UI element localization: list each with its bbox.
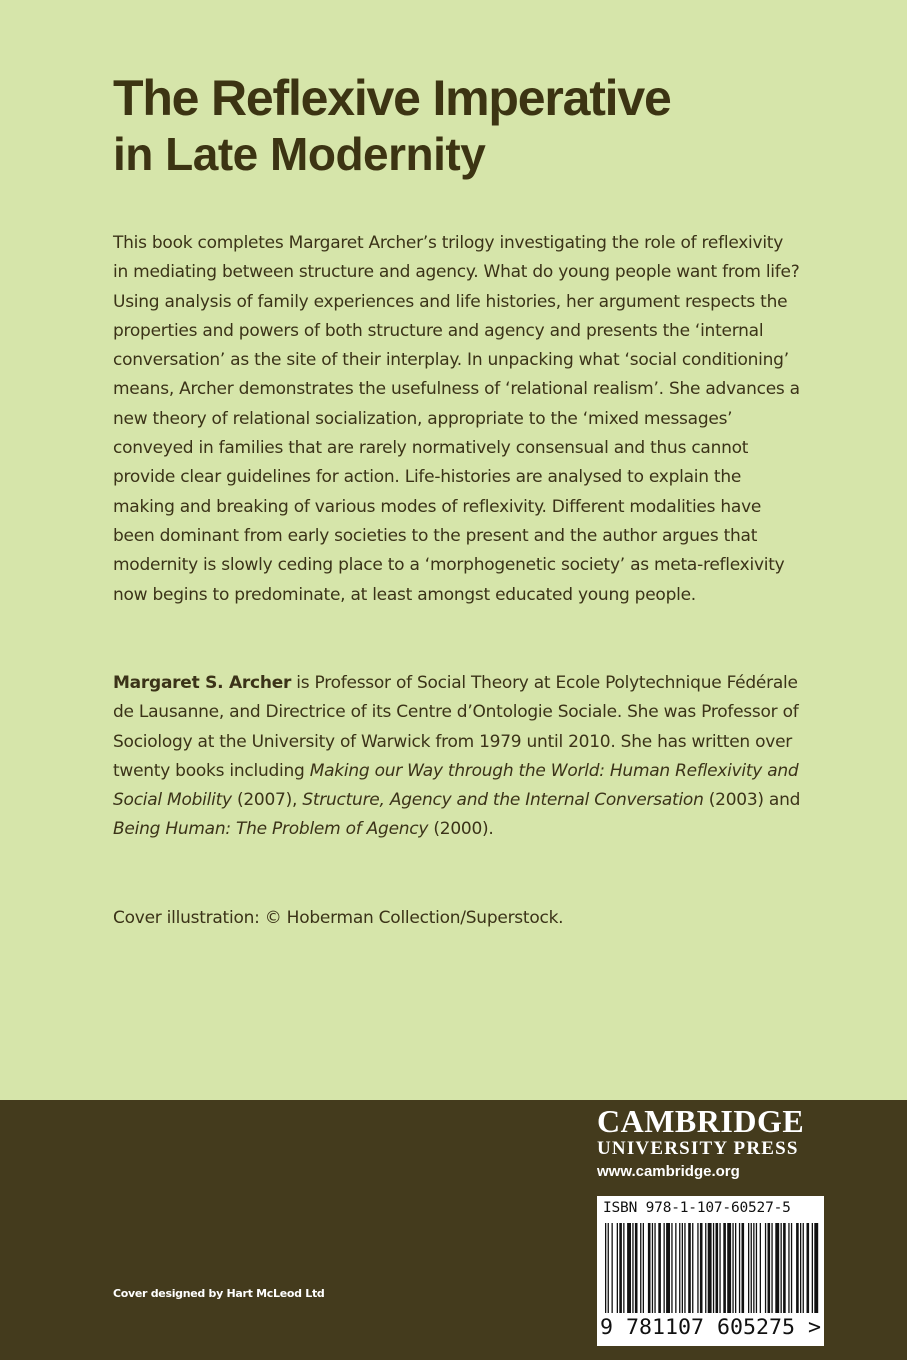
author-bio xyxy=(113,669,803,845)
barcode-bar xyxy=(705,1223,706,1313)
barcode-bar xyxy=(723,1223,726,1313)
barcode-bar xyxy=(732,1223,733,1313)
barcode-bar xyxy=(664,1223,665,1313)
barcode-bar xyxy=(708,1223,712,1313)
barcode-bar xyxy=(814,1223,818,1313)
barcode-bar xyxy=(697,1223,698,1313)
barcode-panel xyxy=(597,1196,824,1346)
barcode-bar xyxy=(756,1223,757,1313)
barcode-bar xyxy=(623,1223,624,1313)
barcode-bar xyxy=(671,1223,672,1313)
book-title-3: Being Human: The Problem of Agency xyxy=(113,819,429,840)
barcode-bar xyxy=(768,1223,771,1313)
barcode-bar xyxy=(765,1223,766,1313)
barcode-bar xyxy=(648,1223,651,1313)
book-description xyxy=(113,229,803,610)
barcode-bar xyxy=(617,1223,618,1313)
barcode-bar xyxy=(719,1223,720,1313)
barcode-bar xyxy=(781,1223,782,1313)
barcode-digits: 9 781107 605275 > xyxy=(600,1315,821,1339)
footer-band xyxy=(0,1100,907,1360)
barcode-bar xyxy=(735,1223,736,1313)
author-name: Margaret S. Archer xyxy=(113,673,292,693)
barcode-bar xyxy=(612,1223,613,1313)
barcode-bar xyxy=(791,1223,792,1313)
barcode-bar xyxy=(679,1223,680,1313)
publisher-url: www.cambridge.org xyxy=(597,1163,740,1180)
barcode-bar xyxy=(800,1223,801,1313)
barcode-bar xyxy=(788,1223,789,1313)
barcode-bar xyxy=(807,1223,810,1313)
barcode-bar xyxy=(608,1223,609,1313)
barcode-bar xyxy=(640,1223,641,1313)
barcode-bar xyxy=(643,1223,644,1313)
barcode-bar xyxy=(635,1223,638,1313)
barcode-bar xyxy=(716,1223,719,1313)
barcode-bar xyxy=(727,1223,731,1313)
bio-year-2: (2003) and xyxy=(703,790,801,811)
barcode-bar xyxy=(658,1223,661,1313)
barcode-bar xyxy=(700,1223,703,1313)
barcode-bar xyxy=(775,1223,779,1313)
publisher-subtitle: UNIVERSITY PRESS xyxy=(597,1138,799,1159)
publisher-logo xyxy=(597,1103,837,1183)
barcode-bar xyxy=(684,1223,685,1313)
cover-designer-credit: Cover designed by Hart McLeod Ltd xyxy=(113,1287,325,1300)
barcode-bar xyxy=(742,1223,745,1313)
barcode-bar xyxy=(692,1223,693,1313)
book-title-1: Making our Way through the World: Human Reflexivity and Social Mobility xyxy=(113,760,799,811)
barcode-bar xyxy=(739,1223,740,1313)
barcode-bar xyxy=(605,1223,606,1313)
barcode-bar xyxy=(751,1223,752,1313)
barcode-bar xyxy=(682,1223,683,1313)
barcode-bar xyxy=(654,1223,655,1313)
description-text: This book completes Margaret Archer’s trilogy investigating the role of reflexivity in mediating between structure and agency. What do young people want from life? Using analysis of family experiences and life histories, her argument respects the properties and powers of both structure and agency and presents the ‘internal conversation’ as the site of their interplay. In unpacking what ‘social conditioning’ means, Archer demonstrates the usefulness of ‘relational realism’. She advances a new theory of relational socialization, appropriate to the ‘mixed messages’ conveyed in families that are rarely normatively consensual and thus cannot provide clear guidelines for action. Life-histories are analysed to explain the making and breaking of various modes of reflexivity. Different modalities have been dominant from early societies to the present and the author argues that modernity is slowly ceding place to a ‘morphogenetic society’ as meta-reflexivity now begins to predominate, at least amongst educated young people. xyxy=(113,233,800,605)
barcode-bar xyxy=(652,1223,653,1313)
barcode-bar xyxy=(753,1223,754,1313)
barcode-bar xyxy=(803,1223,804,1313)
title-block xyxy=(113,66,873,178)
barcode-bar xyxy=(688,1223,691,1313)
barcode-bars xyxy=(605,1223,818,1313)
barcode-bar xyxy=(748,1223,749,1313)
book-title: The Reflexive Imperative xyxy=(113,70,671,126)
cover-illustration-credit: Cover illustration: © Hoberman Collection/Superstock. xyxy=(113,908,564,928)
barcode-bar xyxy=(713,1223,714,1313)
book-subtitle: in Late Modernity xyxy=(113,128,486,180)
barcode-bar xyxy=(771,1223,772,1313)
barcode-bar xyxy=(675,1223,676,1313)
bio-year-3: (2000). xyxy=(428,819,494,840)
barcode-bar xyxy=(619,1223,622,1313)
barcode-bar xyxy=(760,1223,761,1313)
barcode-bar xyxy=(812,1223,813,1313)
barcode-bar xyxy=(796,1223,799,1313)
barcode-bar xyxy=(666,1223,670,1313)
bio-text: is Professor of Social Theory at Ecole Polytechnique Fédérale de Lausanne, and Directrice of its Centre d’Ontologie Sociale. She was Professor of Sociology at the University of Warwick from 1979 until 2010. She has written over twenty books including xyxy=(113,673,799,781)
barcode-bar xyxy=(632,1223,633,1313)
bio-year-1: (2007), xyxy=(231,790,303,811)
isbn-number: ISBN 978-1-107-60527-5 xyxy=(603,1200,791,1216)
barcode-bar xyxy=(627,1223,631,1313)
book-title-2: Structure, Agency and the Internal Conversation xyxy=(302,790,704,811)
barcode-bar xyxy=(783,1223,786,1313)
publisher-name: CAMBRIDGE xyxy=(597,1103,805,1139)
